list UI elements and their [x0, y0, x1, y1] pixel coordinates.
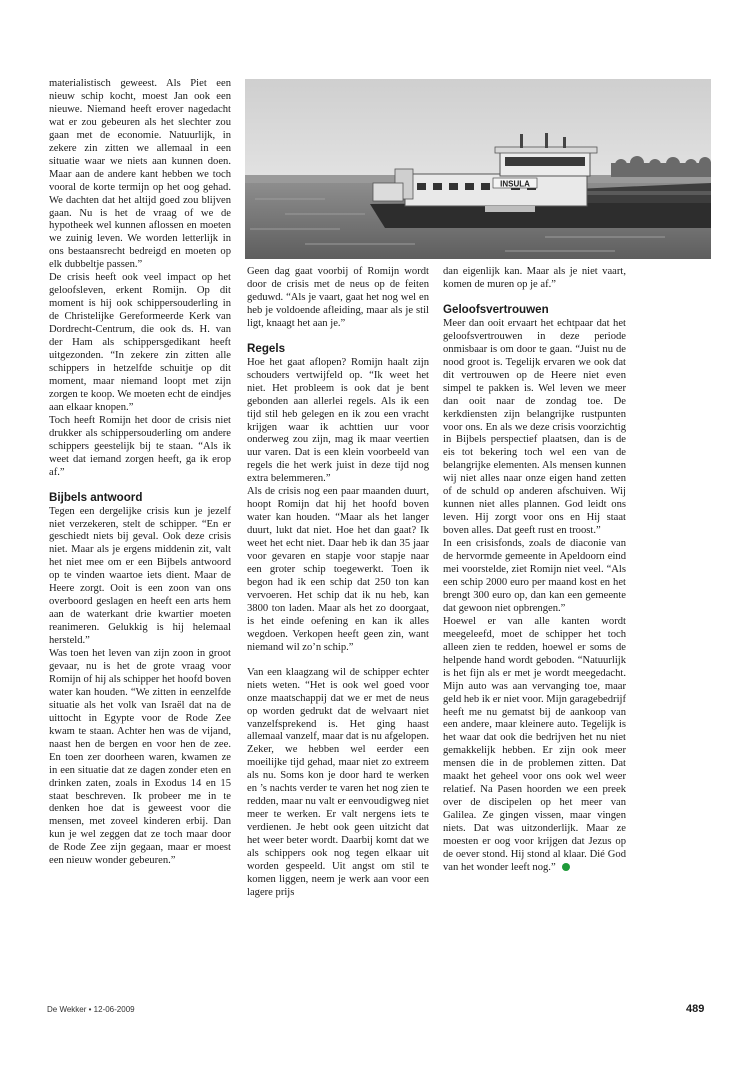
paragraph: De crisis heeft ook veel impact op het geloofsleven, erkent Romijn. Op dit moment is hij ook schippersouderling in de Christelijke Gereformeerde Kerk van Dordrecht-Centrum, die ook ds. H. van der Ham als schippersgedikant heeft uitgezonden. “In zekere zin zitten alle schippers in hetzelfde schuitje op dit moment, maar niemand loopt met zijn zorgen te koop. We moeten echt de eindjes aan elkaar knopen.”: [49, 272, 231, 413]
section-heading: Regels: [247, 341, 286, 355]
paragraph: Geen dag gaat voorbij of Romijn wordt door de crisis met de neus op de feiten geduwd. “Als je vaart, gaat het nog wel en heb je voldoende afleiding, maar als je stil ligt, knaagt het aan je.”: [247, 266, 429, 329]
paragraph: In een crisisfonds, zoals de diaconie van de hervormde gemeente in Apeldoorn eind mei voorstelde, ziet Romijn niet veel. “Als een schip 2000 euro per maand kost en het brengt 300 euro op, dan kan een gemeente dat gewoon niet opbrengen.”: [443, 538, 626, 614]
paragraph: Toch heeft Romijn het door de crisis niet drukker als schippersouderling om andere schippers geestelijk bij te staan. “Als ik weet dat iemand zorgen heeft, ga ik erop af.”: [49, 414, 231, 478]
paragraph: Hoe het gaat aflopen? Romijn haalt zijn schouders vertwijfeld op. “Ik weet het niet. Het probleem is ook dat je bent gebonden aan allerlei regels. Als ik een tijd stil heb gelegen en ik zou een vracht krijgen waar ik achttien uur voor onderweg zou zijn, mag ik maar veertien uur varen. Dat is een klein voorbeeld van regels die het werk juist in deze tijd nog extra belemmeren.”: [247, 356, 429, 485]
paragraph-text: Hoewel er van alle kanten wordt meegeleefd, moet de schipper het toch alleen zien te redden, hoewel er soms de helpende hand wordt geboden. “Natuurlijk is het fijn als er met je wordt meegedacht. Mijn auto was aan vervanging toe, maar geld heb ik er niet voor. Mijn garagebedrijf heeft me nu gematst bij de aankoop van een andere, maar kleinere auto. Tegelijk is het waar dat ook die bedrijven het nu niet gemakkelijk hebben. Er zijn ook meer mensen die in de problemen zitten. Dat maakt het geheel voor ons ook wel weer relatief. Na Pasen hoorden we een preek over de discipelen op het meer van Galilea. Ze gingen vissen, maar vingen niets. Dat was uitzonderlijk. Maar ze moesten er oog voor krijgen dat Jezus op de oever stond. Hij stond al klaar. Dié God van het wonder leeft nog.”: [443, 615, 626, 873]
column-2: [247, 266, 429, 900]
paragraph: Tegen een dergelijke crisis kun je jezelf niet verzekeren, stelt de schipper. “En er geschiedt niets bij geval. Ook deze crisis niet. Maar als je ergens middenin zit, valt het niet mee om er een Bijbels antwoord op te vinden waartoe iets dient. Maar de Heere zorgt. Ooit is een zoon van ons overboord geslagen en heeft een arts hem aan de waterkant drie kwartier moeten reanimeren. Gelukkig is hij helemaal hersteld.”: [49, 505, 231, 647]
paragraph: Van een klaagzang wil de schipper echter niets weten. “Het is ook wel goed voor onze maatschappij dat we er met de neus op worden gedrukt dat de welvaart niet vanzelfsprekend is. Het ging haast allemaal vanzelf, maar dat is nu afgelopen. Zeker, we hebben wel eerder een moeilijke tijd gehad, maar niet zo extreem als nu. Soms kon je door hard te werken en ’s nachts verder te varen het nog zien te redden, maar nu valt er eenvoudigweg niet meer te werken. Er valt nergens iets te verdienen. Je hebt ook geen uitzicht dat het weer beter wordt. Daarbij komt dat we als schippers ook nog tegen elkaar uit worden gespeeld. Uit angst om stil te komen liggen, neem je werk aan voor een lagere prijs: [247, 666, 429, 898]
paragraph: Was toen het leven van zijn zoon in groot gevaar, nu is het de grote vraag voor Romijn of hij als schipper het hoofd boven water kan houden. “We zitten in eenzelfde situatie als het volk van Israël dat na de uittocht in Egypte voor de Rode Zee kwam te staan. Achter hen was de vijand, naast hen de bergen en voor hen de zee. En toen zer doorheen waren, kwamen ze in een situatie dat ze dagen zonder eten en drinken zaten, zoals in Exodus 14 en 15 staat beschreven. Ik probeer me in te denken hoe dat is geweest voor die mensen, met zoveel kinderen erbij. Dan kun je wel zeggen dat ze toch maar door de Rode Zee zijn gegaan, maar er moest een nieuw wonder gebeuren.”: [49, 648, 231, 867]
publication-footer: De Wekker • 12-06-2009: [47, 1005, 135, 1014]
paragraph: Meer dan ooit ervaart het echtpaar dat het geloofsvertrouwen in deze periode onmisbaar is om door te gaan. “Juist nu de nood groot is. Tegelijk ervaren we ook dat dit vertrouwen op de Heere niet even simpel te pakken is. Wel leven we meer dan ooit naar de zondag toe. De kerkdiensten zijn belangrijke rustpunten voor ons. En als we deze crisis voorzichtig in Bijbels perspectief plaatsen, dan is de eis tot bekering toch wel een van de belangrijke elementen. Als mensen kunnen wij niet alles naar onze eigen hand zetten of de schuld op anderen afschuiven. Wij kunnen niet alles plannen. God leidt ons leven. Hij zorgt voor ons en Hij staat boven alles. Dat geeft rust en troost.”: [443, 317, 626, 537]
section-heading: Geloofsvertrouwen: [443, 302, 549, 316]
paragraph: Als de crisis nog een paar maanden duurt, hoopt Romijn dat hij het hoofd boven water kan houden. “Maar als het langer duurt, lukt dat niet. Hoe het dan gaat? Ik weet het echt niet. Daar heb ik dan 35 jaar voor gevaren en stapje voor stapje naar een groter schip toegewerkt. Toen ik begon had ik een schip dat 250 ton kan vervoeren. Het schip dat ik nu heb, kan 3800 ton laden. Maar als het zo doorgaat, is het einde oefening en kan ik alles wegdoen. Verkopen heeft geen zin, want niemand wil zo’n schip.”: [247, 486, 429, 653]
ship-name-label: INSULA: [500, 179, 530, 189]
ship-photo: [245, 79, 711, 259]
paragraph: materialistisch geweest. Als Piet een nieuw schip kocht, moest Jan ook een nieuwe. Niemand heeft erover nagedacht wat er zou gebeuren als het slechter zou gaan met de economie. Natuurlijk, in zekere zin zitten we allemaal in een situatie waar we niets aan kunnen doen. Maar aan de andere kant hebben we toch vooral de korte termijn op het oog gehad. We dachten dat het altijd goed zou blijven gaan. Nu is het de vraag of we de hypotheek wel kunnen aflossen en moeten we zuinig leven. We worden letterlijk in ons bestaansrecht bedreigd en moeten op elk dubbeltje passen.”: [49, 78, 231, 271]
paragraph: dan eigenlijk kan. Maar als je niet vaart, komen de muren op je af.”: [443, 266, 626, 290]
column-3: [443, 266, 626, 875]
end-of-article-dot-icon: [562, 863, 570, 871]
section-heading: Bijbels antwoord: [49, 490, 143, 504]
page-number: 489: [686, 1003, 705, 1015]
paragraph: [443, 616, 626, 875]
column-1: [49, 78, 231, 868]
